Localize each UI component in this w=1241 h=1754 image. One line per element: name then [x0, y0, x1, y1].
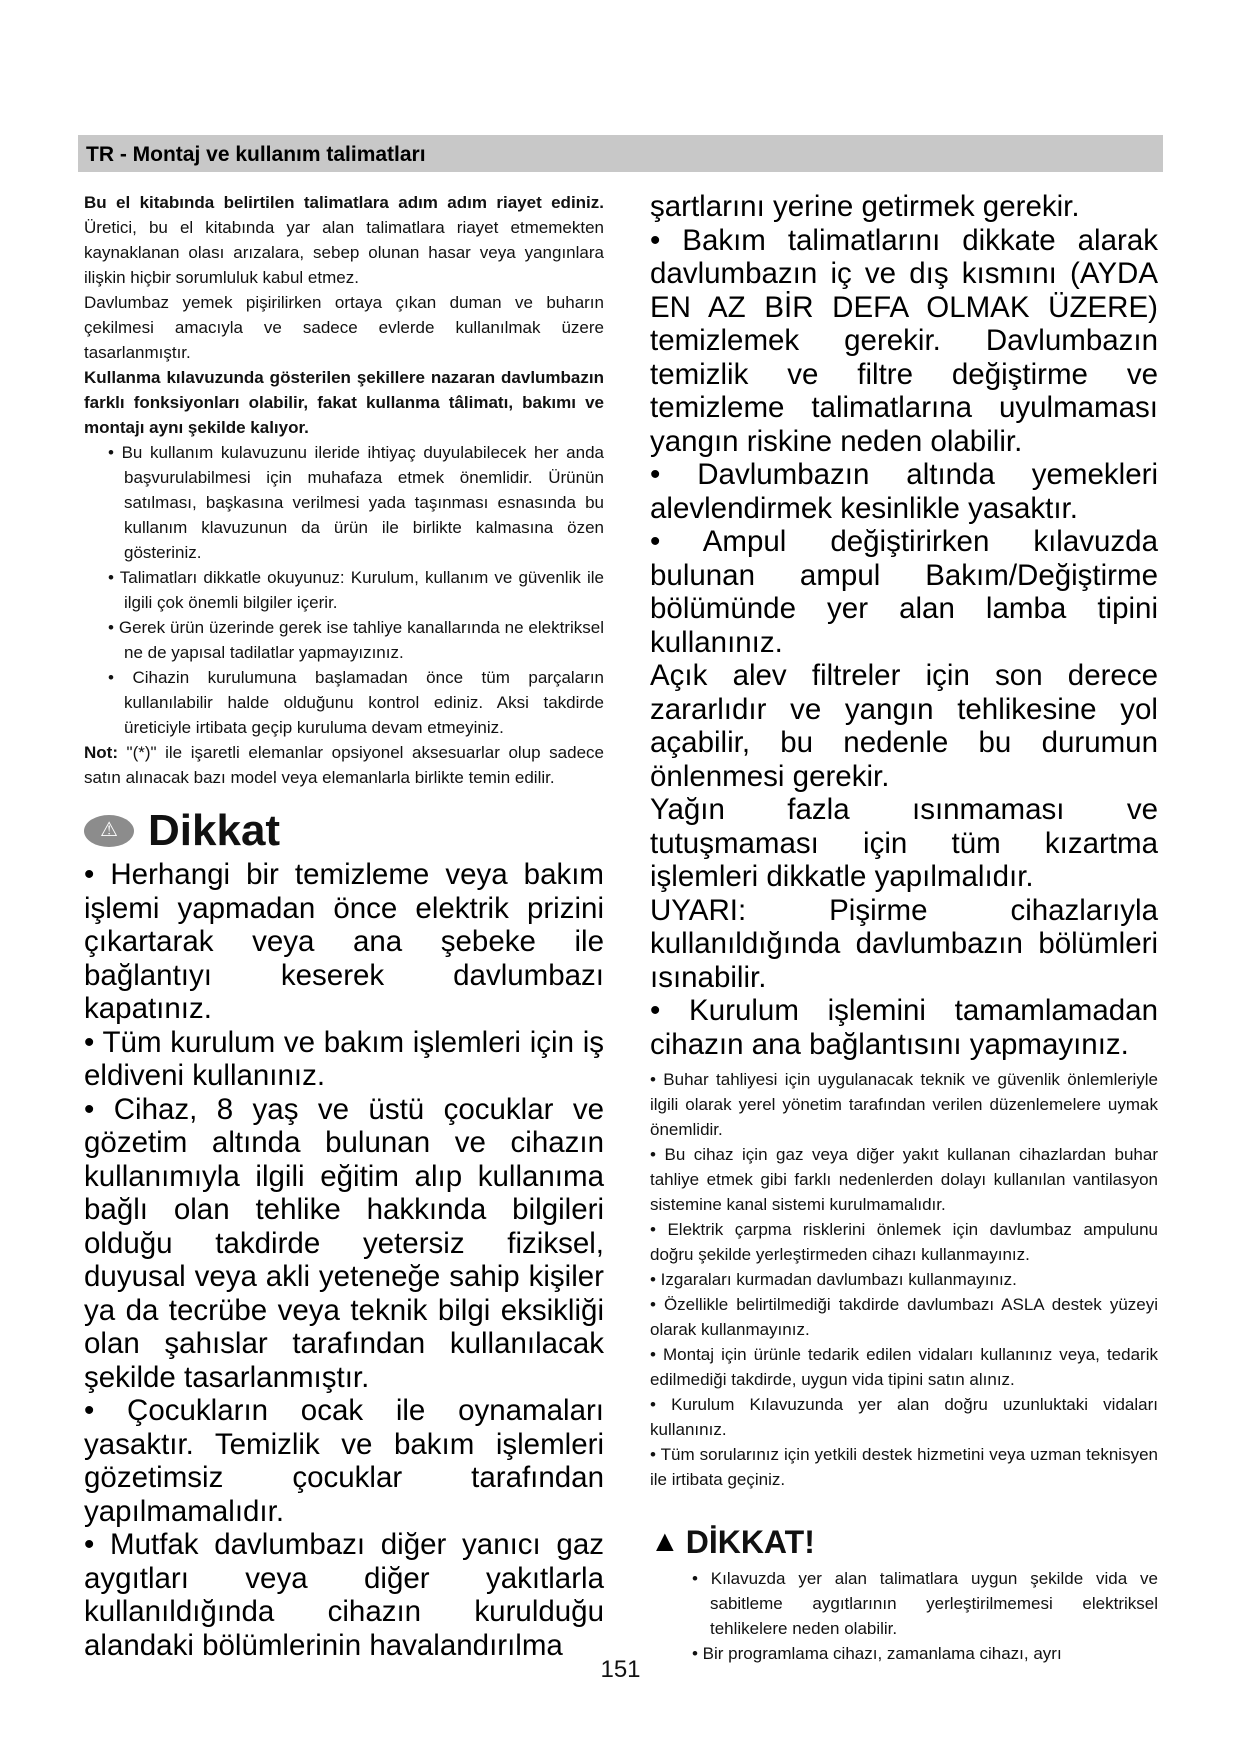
- intro-bold: Bu el kitabında belirtilen talimatlara adım adım riayet ediniz.: [84, 193, 604, 212]
- dikkat-title: Dikkat: [148, 806, 281, 855]
- warning-item: Yağın fazla ısınmaması ve tutuşmaması için tüm kızartma işlemleri dikkatle yapılmalıdır.: [650, 793, 1158, 893]
- warning-item: • Ampul değiştirirken kılavuzda bulunan ampul Bakım/Değiştirme bölümünde yer alan lamba tipini kullanınız.: [650, 525, 1158, 659]
- warning-item: • Mutfak davlumbazı diğer yanıcı gaz aygıtları veya diğer yakıtlarla kullanıldığında cihazın kurulduğu alandaki bölümlerinin havalandırılma: [84, 1528, 604, 1662]
- warning-item: • Davlumbazın altında yemekleri alevlendirmek kesinlikle yasaktır.: [650, 458, 1158, 525]
- note-label: Not:: [84, 743, 118, 762]
- list-item: • Bu cihaz için gaz veya diğer yakıt kullanan cihazlardan buhar tahliye etmek gibi farklı nedenlerden dolayı kullanılan vantilasyon sistemine kanal sistemi kurulmamalıdır.: [650, 1145, 1158, 1214]
- right-column: [650, 190, 1158, 1666]
- list-item: • Bu kullanım kulavuzunu ileride ihtiyaç duyulabilecek her anda başvurulabilmesi için muhafaza etmek önemlidir. Ürünün satılması, başkasına verilmesi yada taşınması esnasında bu kullanım klavuzunun da ürün ile birlikte kalmasına özen gösteriniz.: [108, 443, 604, 562]
- list-item: • Bir programlama cihazı, zamanlama cihazı, ayrı: [692, 1644, 1062, 1663]
- left-column: [84, 190, 604, 1662]
- warning-item: • Bakım talimatlarını dikkate alarak davlumbazın iç ve dış kısmını (AYDA EN AZ BİR DEFA OLMAK ÜZERE) temizlemek gerekir. Davlumbazın temizlik ve filtre değiştirme ve temizleme talimatlarına uyulmaması yangın riskine neden olabilir.: [650, 223, 1158, 458]
- warning-item: UYARI: Pişirme cihazlarıyla kullanıldığında davlumbazın bölümleri ısınabilir.: [650, 893, 1158, 994]
- warning-triangle-icon: ▲: [650, 1525, 680, 1558]
- warning-item: şartlarını yerine getirmek gerekir.: [650, 190, 1080, 223]
- list-item: • Montaj için ürünle tedarik edilen vidaları kullanınız veya, tedarik edilmediği takdirde, uygun vida tipini satın alınız.: [650, 1345, 1158, 1389]
- list-item: • Özellikle belirtilmediği takdirde davlumbazı ASLA destek yüzeyi olarak kullanmayınız.: [650, 1295, 1158, 1339]
- list-item: • Elektrik çarpma risklerini önlemek için davlumbaz ampulunu doğru şekilde yerleştirmeden cihazı kullanmayınız.: [650, 1220, 1158, 1264]
- warning-item: Açık alev filtreler için son derece zararlıdır ve yangın tehlikesine yol açabilir, bu nedenle bu durumun önlenmesi gerekir.: [650, 659, 1158, 793]
- dikkat2-heading: [650, 1524, 1158, 1560]
- page-title: TR - Montaj ve kullanım talimatları: [86, 143, 426, 166]
- list-item: • Cihazin kurulumuna başlamadan önce tüm parçaların kullanılabilir halde olduğunu kontrol ediniz. Aksi takdirde üreticiyle irtibata geçip kuruluma devam etmeyiniz.: [108, 668, 604, 737]
- dikkat2-title: DİKKAT!: [685, 1524, 815, 1560]
- warning-item: • Herhangi bir temizleme veya bakım işlemi yapmadan önce elektrik prizini çıkartarak veya ana şebeke ile bağlantıyı keserek davlumbazı kapatınız.: [84, 858, 604, 1025]
- purpose-paragraph: Davlumbaz yemek pişirilirken ortaya çıkan duman ve buharın çekilmesi amacıyla ve sadece evlerde kullanılmak üzere tasarlanmıştır.: [84, 293, 604, 362]
- warning-icon: ⚠: [84, 815, 134, 847]
- warning-item: • Kurulum işlemini tamamlamadan cihazın ana bağlantısını yapmayınız.: [650, 994, 1158, 1061]
- list-item: • Tüm sorularınız için yetkili destek hizmetini veya uzman teknisyen ile irtibata geçiniz.: [650, 1445, 1158, 1489]
- list-item: • Talimatları dikkatle okuyunuz: Kurulum, kullanım ve güvenlik ile ilgili çok önemli bilgiler içerir.: [108, 568, 604, 612]
- dikkat-heading: [84, 806, 604, 856]
- list-item: • Gerek ürün üzerinde gerek ise tahliye kanallarında ne elektriksel ne de yapısal tadilatlar yapmayızınız.: [108, 618, 604, 662]
- note-paragraph: [84, 740, 604, 790]
- warning-item: • Tüm kurulum ve bakım işlemleri için iş eldiveni kullanınız.: [84, 1025, 604, 1092]
- functions-paragraph: Kullanma kılavuzunda gösterilen şekillere nazaran davlumbazın farklı fonksiyonları olabilir, fakat kullanma tâlimatı, bakımı ve montajı aynı şekilde kalıyor.: [84, 368, 604, 437]
- list-item: • Kurulum Kılavuzunda yer alan doğru uzunluktaki vidaları kullanınız.: [650, 1395, 1158, 1439]
- list-item: • Kılavuzda yer alan talimatlara uygun şekilde vida ve sabitleme aygıtlarının yerleştirilmemesi elektriksel tehlikelere neden olabilir.: [692, 1569, 1158, 1638]
- page-number: 151: [600, 1656, 641, 1683]
- warning-item: • Cihaz, 8 yaş ve üstü çocuklar ve gözetim altında bulunan ve cihazın kullanımıyla ilgili eğitim alıp kullanıma bağlı olan tehlike hakkında bilgileri olduğu takdirde yetersiz fiziksel, duyusal veya akli yeteneğe sahip kişiler ya da tecrübe veya teknik bilgi eksikliği olan şahıslar tarafından kullanılacak şekilde tasarlanmıştır.: [84, 1092, 604, 1394]
- list-item: • Izgaraları kurmadan davlumbazı kullanmayınız.: [650, 1270, 1017, 1289]
- note-text: "(*)" ile işaretli elemanlar opsiyonel aksesuarlar olup sadece satın alınacak bazı model veya elemanlarla birlikte temin edilir.: [84, 743, 604, 787]
- list-item: • Buhar tahliyesi için uygulanacak teknik ve güvenlik önlemleriyle ilgili olarak yerel yönetim tarafından verilen düzenlemelere uymak önemlidir.: [650, 1070, 1158, 1139]
- intro-text: Üretici, bu el kitabında yar alan talimatlara riayet etmemekten kaynaklanan olası arızalara, sebep olunan hasar veya yangınlara ilişkin hiçbir sorumluluk kabul etmez.: [84, 218, 604, 287]
- warning-item: • Çocukların ocak ile oynamaları yasaktır. Temizlik ve bakım işlemleri gözetimsiz çocuklar tarafından yapılmamalıdır.: [84, 1394, 604, 1528]
- intro-paragraph: [84, 190, 604, 290]
